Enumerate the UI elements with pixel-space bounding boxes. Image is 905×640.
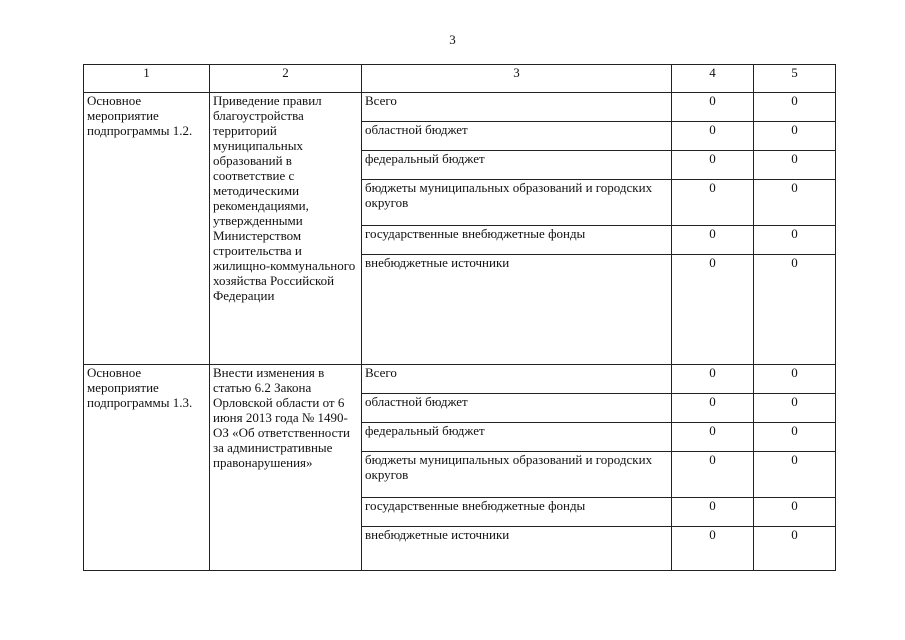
value-col4: 0	[672, 423, 754, 452]
funding-source: бюджеты муниципальных образований и городских округов	[362, 180, 672, 226]
value-col4: 0	[672, 452, 754, 498]
column-number: 1	[84, 65, 210, 93]
value-col5: 0	[754, 151, 836, 180]
funding-source: федеральный бюджет	[362, 151, 672, 180]
column-number: 4	[672, 65, 754, 93]
value-col5: 0	[754, 226, 836, 255]
value-col5: 0	[754, 255, 836, 365]
funding-source: областной бюджет	[362, 394, 672, 423]
column-number: 5	[754, 65, 836, 93]
value-col5: 0	[754, 423, 836, 452]
funding-source: федеральный бюджет	[362, 423, 672, 452]
funding-source: государственные внебюджетные фонды	[362, 498, 672, 527]
event-cell: Основное мероприятие подпрограммы 1.2.	[84, 93, 210, 365]
column-number: 2	[210, 65, 362, 93]
column-number-row	[84, 65, 836, 93]
value-col5: 0	[754, 122, 836, 151]
funding-source: внебюджетные источники	[362, 527, 672, 571]
description-cell: Приведение правил благоустройства территорий муниципальных образований в соответствие с методическими рекомендациями, утвержденными Министерством строительства и жилищно-коммунального хозяйства Российской Федерации	[210, 93, 362, 365]
funding-source: государственные внебюджетные фонды	[362, 226, 672, 255]
funding-source: областной бюджет	[362, 122, 672, 151]
funding-source: внебюджетные источники	[362, 255, 672, 365]
value-col5: 0	[754, 498, 836, 527]
value-col4: 0	[672, 180, 754, 226]
value-col4: 0	[672, 122, 754, 151]
table-row	[84, 365, 836, 394]
value-col5: 0	[754, 527, 836, 571]
funding-source: бюджеты муниципальных образований и городских округов	[362, 452, 672, 498]
value-col4: 0	[672, 93, 754, 122]
funding-source: Всего	[362, 93, 672, 122]
value-col5: 0	[754, 394, 836, 423]
value-col4: 0	[672, 365, 754, 394]
funding-source: Всего	[362, 365, 672, 394]
event-cell: Основное мероприятие подпрограммы 1.3.	[84, 365, 210, 571]
value-col4: 0	[672, 151, 754, 180]
value-col4: 0	[672, 255, 754, 365]
budget-table	[83, 64, 836, 571]
column-number: 3	[362, 65, 672, 93]
table-row	[84, 93, 836, 122]
value-col5: 0	[754, 93, 836, 122]
value-col5: 0	[754, 452, 836, 498]
value-col4: 0	[672, 498, 754, 527]
value-col4: 0	[672, 394, 754, 423]
value-col5: 0	[754, 365, 836, 394]
description-cell: Внести изменения в статью 6.2 Закона Орловской области от 6 июня 2013 года № 1490-ОЗ «Об ответственности за административные правонарушения»	[210, 365, 362, 571]
value-col5: 0	[754, 180, 836, 226]
value-col4: 0	[672, 226, 754, 255]
page-number: 3	[449, 32, 456, 47]
value-col4: 0	[672, 527, 754, 571]
